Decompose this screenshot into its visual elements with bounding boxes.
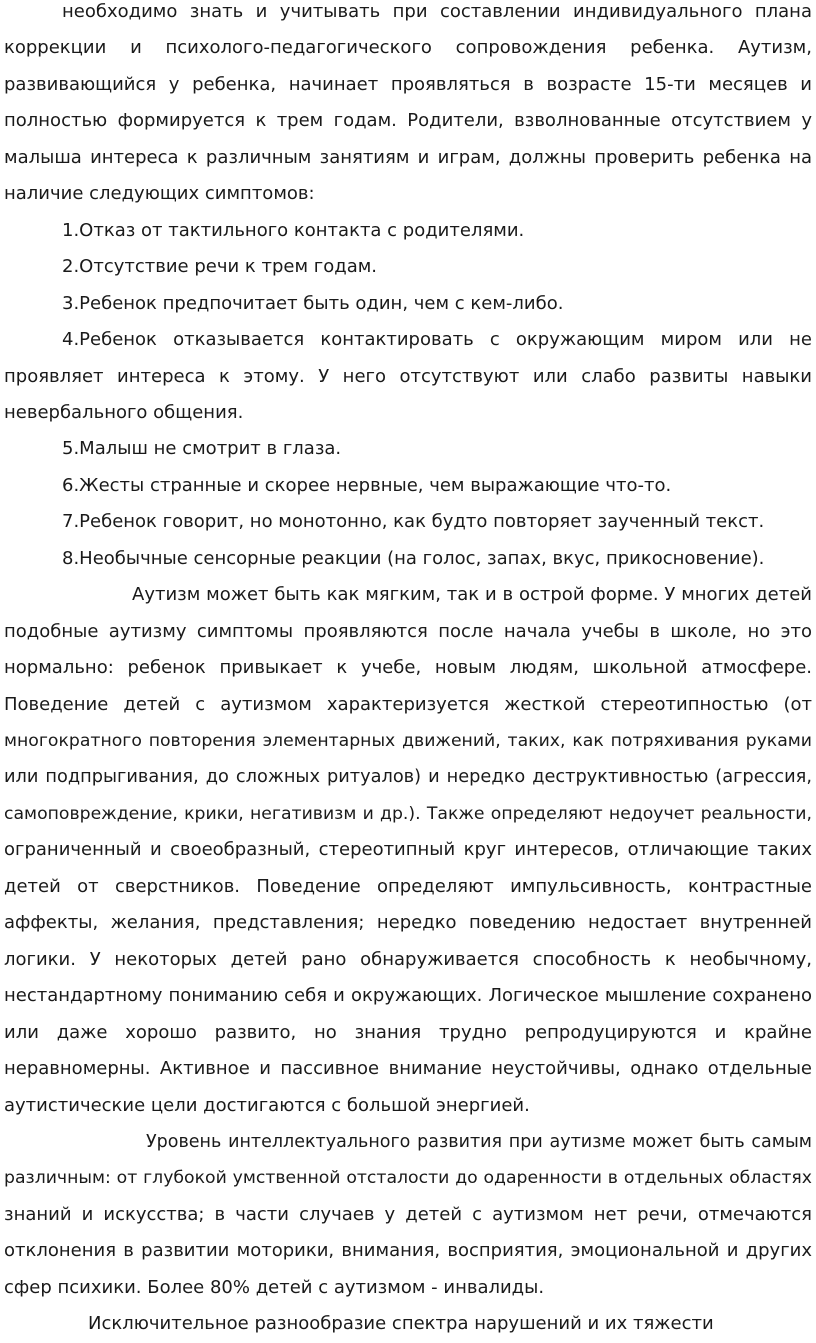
list-item: 2.Отсутствие речи к трем годам. bbox=[62, 256, 378, 278]
text-line: различным: от глубокой умственной отсталости до одаренности в отдельных областях bbox=[4, 1168, 812, 1189]
text-line: малыша интереса к различным занятиям и играм, должны проверить ребенка на bbox=[4, 146, 812, 168]
list-item: 7.Ребенок говорит, но монотонно, как будто повторяет заученный текст. bbox=[62, 511, 765, 533]
text-line: или подпрыгивания, до сложных ритуалов) и нередко деструктивностью (агрессия, bbox=[4, 767, 812, 788]
list-item: 1.Отказ от тактильного контакта с родителями. bbox=[62, 219, 525, 241]
text-line: нормально: ребенок привыкает к учебе, новым людям, школьной атмосфере. bbox=[4, 657, 812, 679]
text-line: детей от сверстников. Поведение определяют импульсивность, контрастные bbox=[4, 875, 812, 897]
list-item: 8.Необычные сенсорные реакции (на голос, запах, вкус, прикосновение). bbox=[62, 547, 765, 569]
text-line: отклонения в развитии моторики, внимания, восприятия, эмоциональной и других bbox=[4, 1240, 812, 1262]
list-item: 5.Малыш не смотрит в глаза. bbox=[62, 438, 342, 460]
list-item: 6.Жесты странные и скорее нервные, чем выражающие что-то. bbox=[62, 474, 672, 496]
text-line: знаний и искусства; в части случаев у детей с аутизмом нет речи, отмечаются bbox=[4, 1203, 812, 1225]
text-line: полностью формируется к трем годам. Родители, взволнованные отсутствием у bbox=[4, 110, 812, 132]
text-line: необходимо знать и учитывать при составлении индивидуального плана bbox=[62, 1, 812, 22]
text-line: проявляет интереса к этому. У него отсутствуют или слабо развиты навыки bbox=[4, 365, 812, 387]
text-line: Уровень интеллектуального развития при аутизме может быть самым bbox=[146, 1131, 812, 1152]
text-line: нестандартному пониманию себя и окружающих. Логическое мышление сохранено bbox=[4, 985, 812, 1007]
text-line: самоповреждение, крики, негативизм и др.). Также определяют недоучет реальности, bbox=[4, 803, 812, 824]
text-line: аутистические цели достигаются с большой энергией. bbox=[4, 1094, 530, 1116]
text-line: или даже хорошо развито, но знания трудно репродуцируются и крайне bbox=[4, 1021, 812, 1043]
text-line: подобные аутизму симптомы проявляются после начала учебы в школе, но это bbox=[4, 620, 812, 642]
text-line: развивающийся у ребенка, начинает проявляться в возрасте 15-ти месяцев и bbox=[4, 73, 812, 95]
text-line: сфер психики. Более 80% детей с аутизмом - инвалиды. bbox=[4, 1276, 545, 1298]
text-line: логики. У некоторых детей рано обнаруживается способность к необычному, bbox=[4, 948, 812, 970]
text-line: коррекции и психолого-педагогического сопровождения ребенка. Аутизм, bbox=[4, 37, 812, 59]
text-line: многократного повторения элементарных движений, таких, как потряхивания руками bbox=[4, 731, 812, 751]
text-line: Поведение детей с аутизмом характеризуется жесткой стереотипностью (от bbox=[4, 693, 812, 715]
text-line: неравномерны. Активное и пассивное внимание неустойчивы, однако отдельные bbox=[4, 1058, 812, 1080]
text-line: аффекты, желания, представления; нередко поведению недостает внутренней bbox=[4, 912, 812, 934]
text-line: Исключительное разнообразие спектра нарушений и их тяжести bbox=[88, 1313, 714, 1335]
text-line: наличие следующих симптомов: bbox=[4, 183, 315, 205]
list-item: 4.Ребенок отказывается контактировать с окружающим миром или не bbox=[62, 329, 812, 351]
text-line: ограниченный и своеобразный, стереотипный круг интересов, отличающие таких bbox=[4, 839, 812, 861]
text-line: Аутизм может быть как мягким, так и в острой форме. У многих детей bbox=[132, 584, 812, 606]
list-item: 3.Ребенок предпочитает быть один, чем с кем-либо. bbox=[62, 292, 564, 314]
text-line: невербального общения. bbox=[4, 401, 244, 423]
